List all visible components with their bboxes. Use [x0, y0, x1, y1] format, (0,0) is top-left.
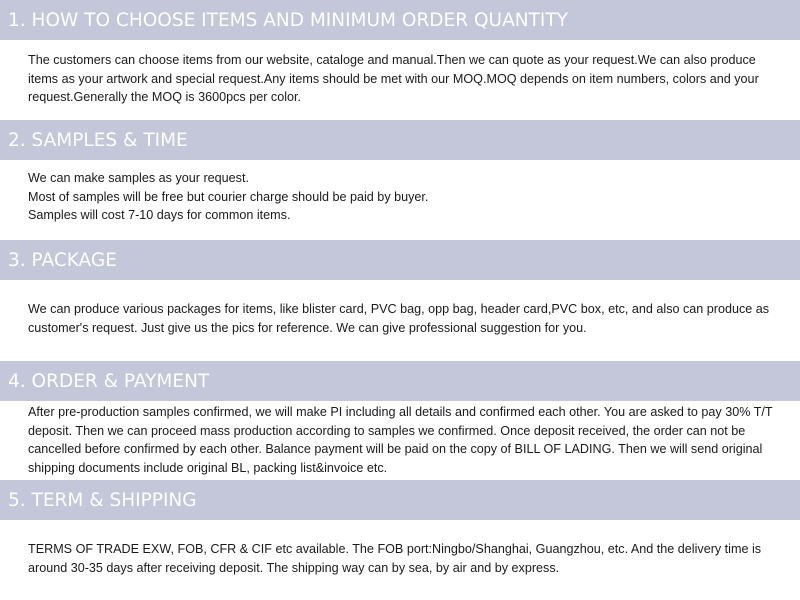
section-paragraph: We can make samples as your request. [28, 171, 249, 185]
section-body-moq [28, 51, 788, 107]
section-body-payment [28, 403, 788, 477]
section-title: 2. SAMPLES & TIME [8, 129, 188, 151]
section-header-moq [0, 0, 800, 40]
section-title: 4. ORDER & PAYMENT [8, 370, 210, 392]
section-title: 1. HOW TO CHOOSE ITEMS AND MINIMUM ORDER QUANTITY [8, 9, 568, 31]
section-title: 5. TERM & SHIPPING [8, 489, 197, 511]
section-paragraph: TERMS OF TRADE EXW, FOB, CFR & CIF etc available. The FOB port:Ningbo/Shanghai, Guangzhou, etc. And the delivery time is around 30-35 days after receiving deposit. The shipping way can by sea, by air and by express. [28, 542, 762, 575]
section-paragraph: We can produce various packages for items, like blister card, PVC bag, opp bag, header card,PVC box, etc, and also can produce as customer's request. Just give us the pics for reference. We can give professional suggestion for you. [28, 302, 770, 335]
section-header-shipping [0, 480, 800, 520]
section-header-samples [0, 120, 800, 160]
section-header-package [0, 240, 800, 280]
section-body-samples [28, 169, 788, 225]
section-paragraph: Samples will cost 7-10 days for common items. [28, 208, 291, 222]
section-paragraph: The customers can choose items from our website, cataloge and manual.Then we can quote as your request.We can also produce items as your artwork and special request.Any items should be met with our MOQ.MOQ depends on item numbers, colors and your request.Generally the MOQ is 3600pcs per color. [28, 53, 759, 104]
section-header-payment [0, 361, 800, 401]
section-title: 3. PACKAGE [8, 249, 117, 271]
section-body-package [28, 300, 788, 337]
section-body-shipping [28, 540, 788, 577]
section-paragraph: Most of samples will be free but courier charge should be paid by buyer. [28, 189, 429, 204]
section-paragraph: After pre-production samples confirmed, we will make PI including all details and confirmed each other. You are asked to pay 30% T/T deposit. Then we can proceed mass production according to samples we confirmed. Once deposit received, the order can not be cancelled before confirmed by each other. Balance payment will be paid on the copy of BILL OF LADING. Then we will send original shipping documents include original BL, packing list&invoice etc. [28, 405, 773, 475]
